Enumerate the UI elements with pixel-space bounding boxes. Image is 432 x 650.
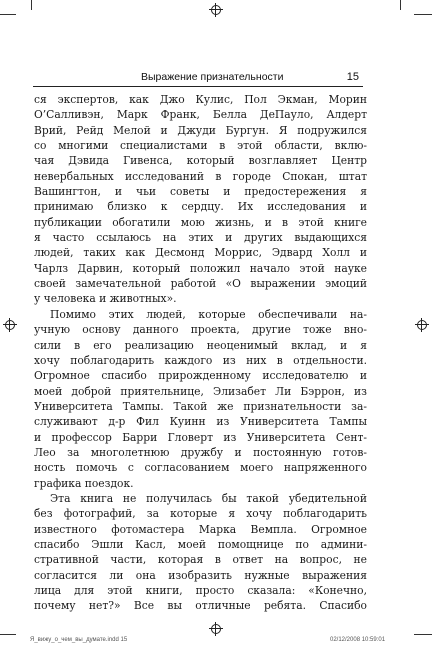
registration-mark-bottom <box>209 622 223 636</box>
paragraph <box>34 92 367 307</box>
slug-file-name: Я_вижу_о_чем_вы_думате.indd 15 <box>30 637 128 643</box>
crop-mark <box>414 14 432 15</box>
text-line: учную основу данного проекта, другие тоже вно- <box>34 323 367 337</box>
text-line: Помимо этих людей, которые обеспечивали на- <box>50 307 367 321</box>
text-line: Университета Тампы. Такой же признательности за- <box>34 399 367 413</box>
registration-mark-top <box>209 3 223 17</box>
text-line: своей замечательной работой «О выражении эмоций <box>34 277 367 291</box>
text-line: моей доброй приятельнице, Элизабет Ли Бэррон, из <box>34 384 367 398</box>
text-line: ность помочь с согласованием моего напряженного <box>34 461 367 475</box>
registration-mark-right <box>415 318 429 332</box>
text-line: почему нет?» Все вы отличные ребята. Спасибо <box>34 599 367 613</box>
crop-mark <box>31 0 32 10</box>
text-line: Лео за многолетнюю дружбу и постоянную готов- <box>34 445 367 459</box>
text-line: известного фотомастера Марка Вемпла. Огромное <box>34 522 367 536</box>
text-line: принимаю близко к сердцу. Их исследования и <box>34 200 367 214</box>
running-header <box>33 70 363 87</box>
text-line: графика поездок. <box>34 476 134 490</box>
text-line: я часто ссылаюсь на этих и других выдающихся <box>34 231 367 245</box>
body-text <box>34 92 367 614</box>
text-line: невербальных исследований в городе Спокан, штат <box>34 169 367 183</box>
text-line: Вашингтон, и чьи советы и предостережения я <box>34 185 367 199</box>
text-line: и профессор Барри Гловерт из Университета Сент- <box>34 430 367 444</box>
text-line: сили в его реализацию неоценимый вклад, и я <box>34 338 367 352</box>
text-line: без фотографий, за которые я хочу поблагодарить <box>34 507 367 521</box>
text-line: Огромное спасибо прирожденному исследователю и <box>34 369 367 383</box>
paragraph <box>34 307 367 491</box>
text-line: стративной части, которая в ответ на вопрос, не <box>34 553 367 567</box>
text-line: людей, таких как Десмонд Моррис, Эдвард Холл и <box>34 246 367 260</box>
text-line: Чарлз Дарвин, который положил начало этой науке <box>34 261 367 275</box>
crop-mark <box>0 14 16 15</box>
text-line: ся экспертов, как Джо Кулис, Пол Экман, Морин <box>34 93 367 106</box>
paragraph <box>34 491 367 614</box>
crop-mark <box>414 634 432 635</box>
text-line: публикации обогатили мою жизнь, и в этой книге <box>34 215 367 229</box>
text-line: у человека и животных». <box>34 292 177 306</box>
crop-mark <box>0 634 16 635</box>
text-line: спасибо Эшли Касл, моей помощнице по админи- <box>34 537 367 551</box>
text-line: согласится ли она изобразить нужные выражения <box>34 568 367 582</box>
text-line: служивают д-р Фил Куинн из Университета Тампы <box>34 415 367 429</box>
text-line: чая Дэвида Гивенса, который возглавляет Центр <box>34 154 367 168</box>
registration-mark-left <box>3 318 17 332</box>
text-line: со многими специалистами в этой области, вклю- <box>34 139 367 153</box>
slug-datetime: 02/12/2008 10:59:01 <box>330 637 386 643</box>
text-line: Врий, Рейд Мелой и Джуди Бургун. Я подружился <box>34 123 367 137</box>
text-line: О’Салливэн, Марк Франк, Белла ДеПауло, Алдерт <box>34 108 367 122</box>
crop-mark <box>400 0 401 10</box>
running-header-title: Выражение признательности <box>141 71 284 83</box>
page-number: 15 <box>346 71 359 83</box>
text-line: лица для этой книги, просто сказала: «Конечно, <box>34 584 367 597</box>
text-line: хочу поблагодарить каждого из них в отдельности. <box>34 353 367 367</box>
text-line: Эта книга не получилась бы такой убедительной <box>50 491 367 505</box>
